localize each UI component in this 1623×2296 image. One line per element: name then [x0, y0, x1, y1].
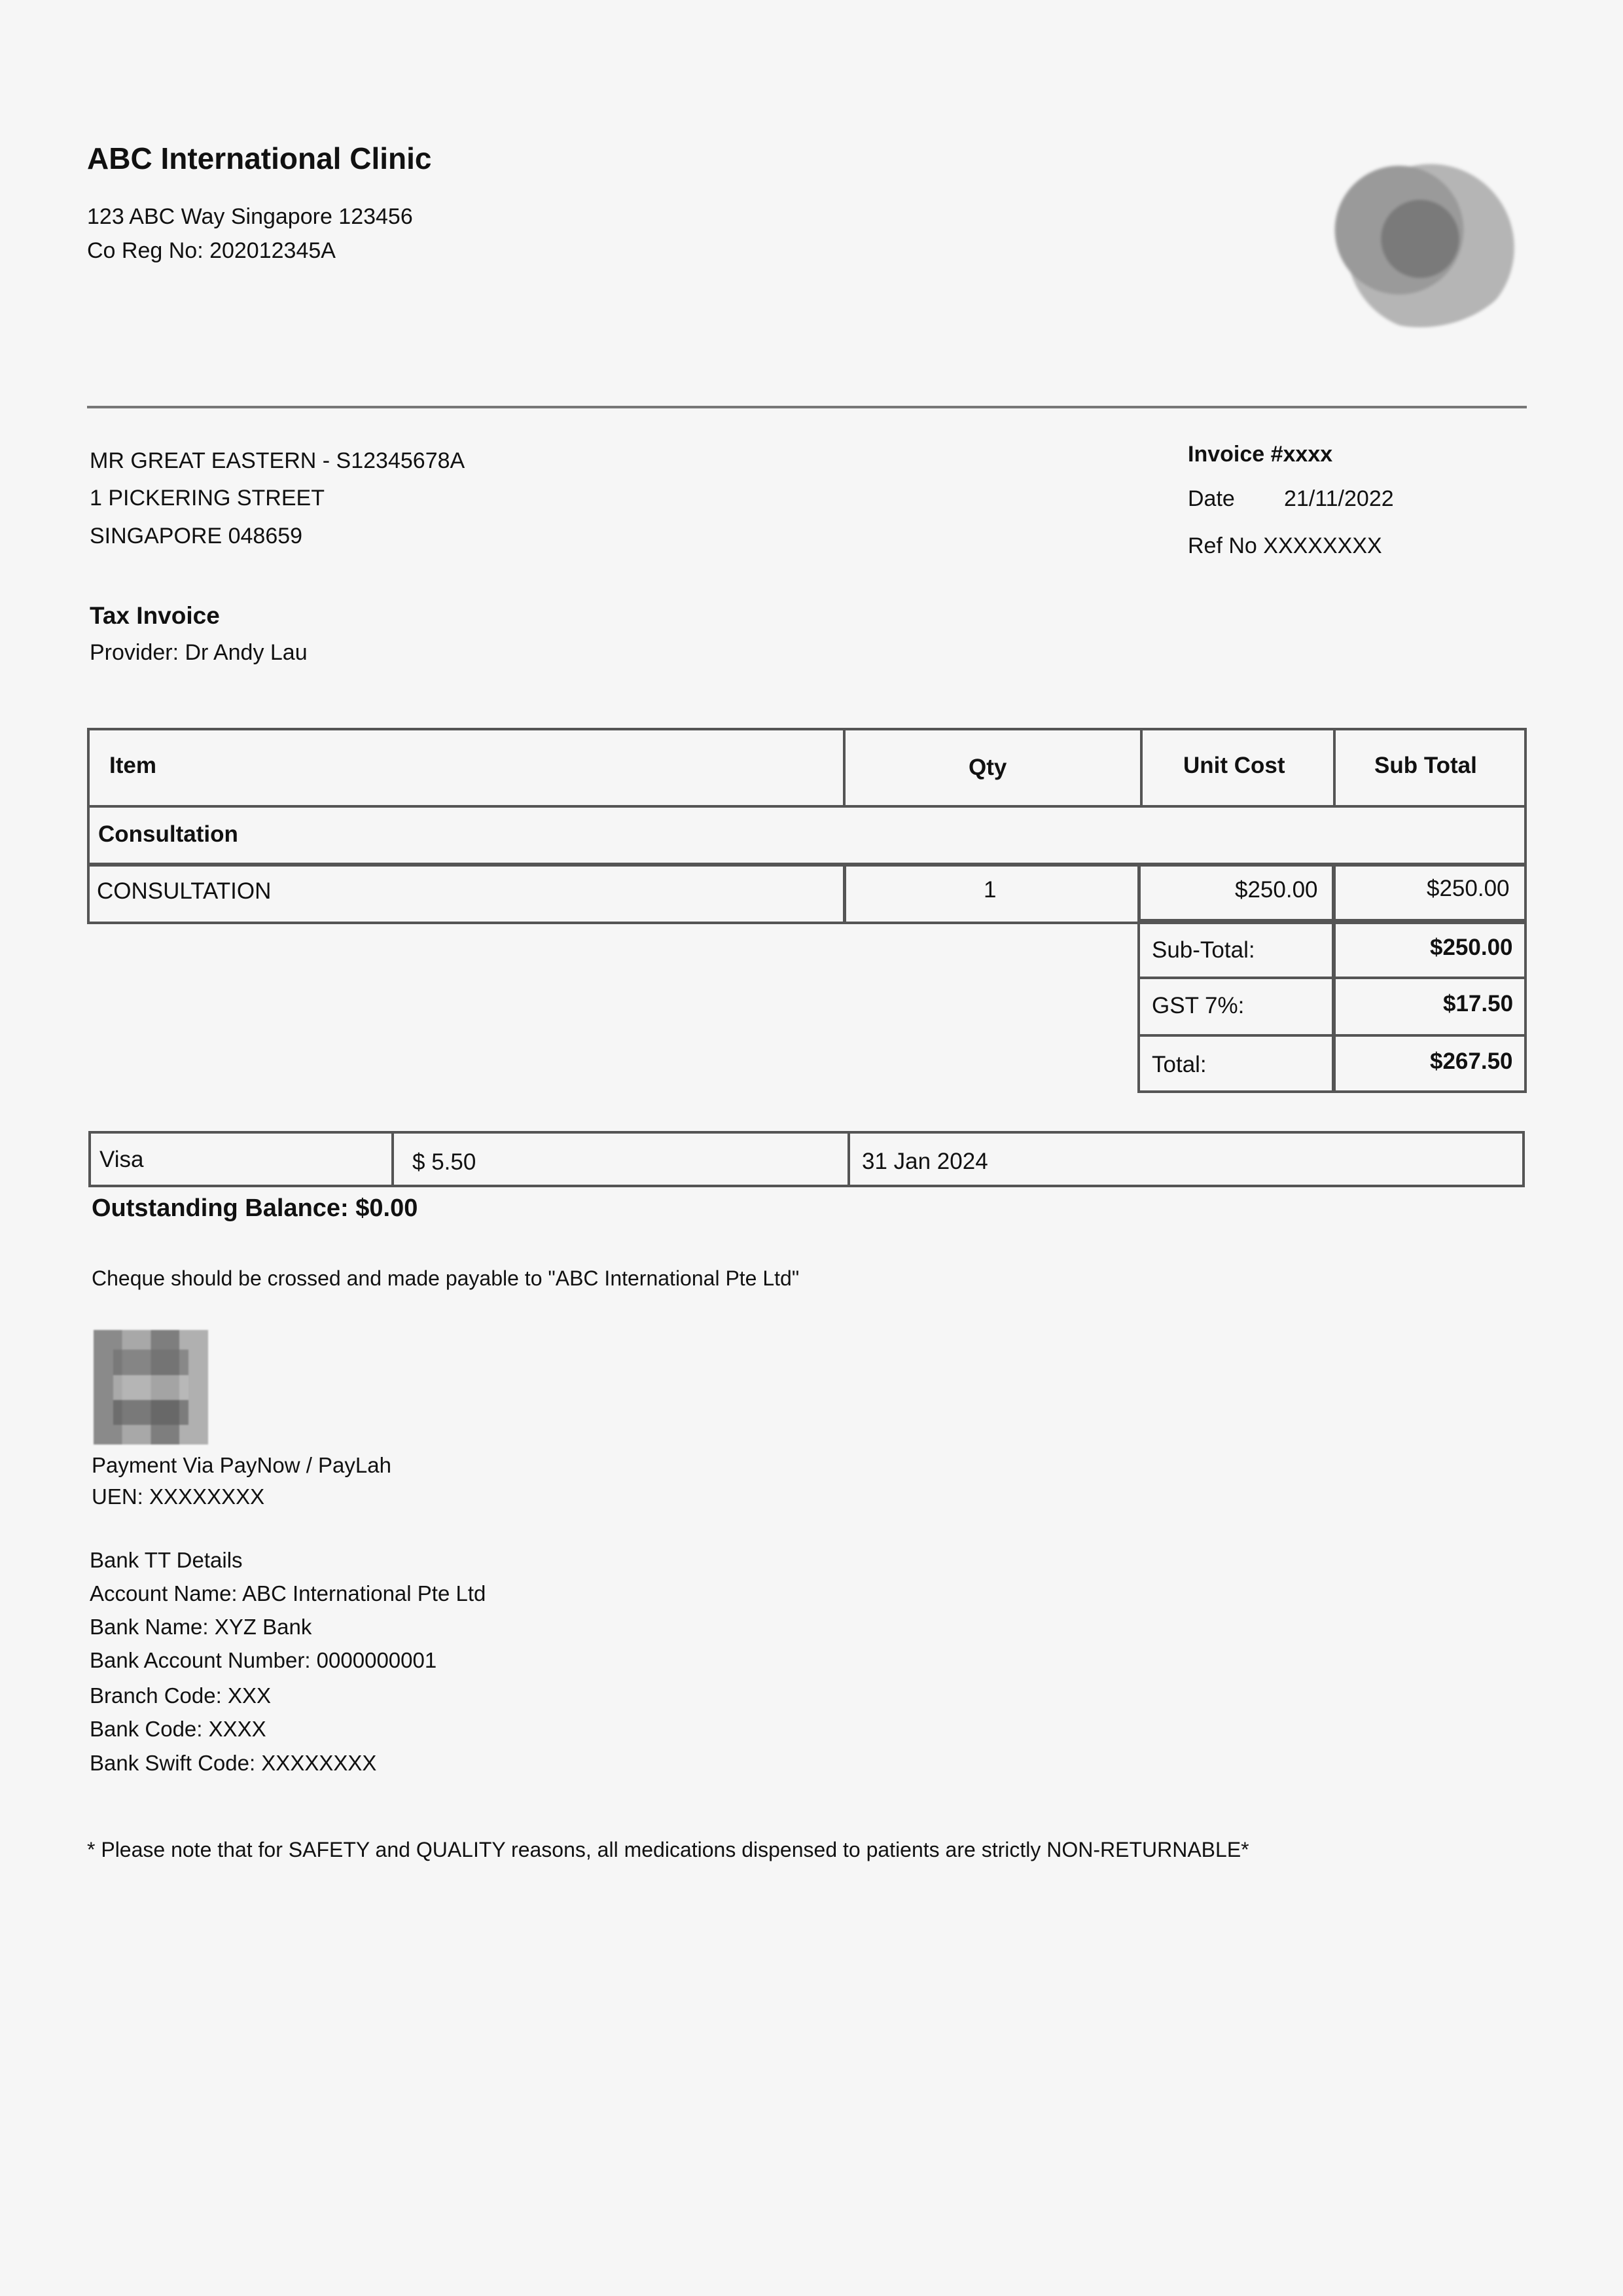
table-col-divider [1140, 728, 1143, 806]
section-consultation: Consultation [98, 821, 238, 847]
clinic-address: 123 ABC Way Singapore 123456 [87, 204, 413, 229]
table-col-divider [843, 728, 846, 806]
subtotal-value: $250.00 [1430, 935, 1513, 960]
bank-account-number: Bank Account Number: 0000000001 [90, 1648, 437, 1672]
total-value: $267.50 [1430, 1049, 1513, 1074]
row-qty: 1 [984, 877, 997, 903]
invoice-date-label: Date [1188, 486, 1235, 511]
patient-name: MR GREAT EASTERN - S12345678A [90, 448, 465, 473]
bank-branch-code: Branch Code: XXX [90, 1683, 271, 1708]
payment-amount: $ 5.50 [412, 1149, 476, 1175]
header-item: Item [109, 753, 156, 778]
subtotal-label: Sub-Total: [1152, 937, 1255, 963]
document-title: Tax Invoice [90, 602, 220, 629]
clinic-logo-image [1315, 151, 1525, 327]
payment-table [88, 1131, 1525, 1187]
cheque-note: Cheque should be crossed and made payable to "ABC International Pte Ltd" [92, 1266, 800, 1290]
payment-col-divider [847, 1131, 850, 1187]
row-item: CONSULTATION [97, 878, 272, 904]
paynow-qr-code [94, 1330, 208, 1444]
invoice-ref: Ref No XXXXXXXX [1188, 533, 1382, 558]
patient-city: SINGAPORE 048659 [90, 524, 303, 548]
total-label: Total: [1152, 1052, 1207, 1077]
footer-note: * Please note that for SAFETY and QUALITY reasons, all medications dispensed to patients are strictly NON-RETURNABLE* [87, 1838, 1249, 1861]
table-header-divider [87, 805, 1527, 808]
header-sub-total: Sub Total [1374, 753, 1477, 778]
bank-swift-code: Bank Swift Code: XXXXXXXX [90, 1751, 377, 1775]
payment-date: 31 Jan 2024 [862, 1149, 988, 1174]
invoice-number: Invoice #xxxx [1188, 442, 1333, 467]
outstanding-balance: Outstanding Balance: $0.00 [92, 1194, 418, 1222]
payment-col-divider [391, 1131, 394, 1187]
payment-method: Visa [99, 1147, 144, 1172]
paynow-uen: UEN: XXXXXXXX [92, 1484, 265, 1509]
bank-heading: Bank TT Details [90, 1548, 243, 1572]
row-sub-total: $250.00 [1427, 876, 1510, 901]
invoice-date-value: 21/11/2022 [1284, 486, 1394, 511]
bank-name: Bank Name: XYZ Bank [90, 1615, 312, 1639]
bank-code: Bank Code: XXXX [90, 1717, 266, 1741]
gst-label: GST 7%: [1152, 993, 1245, 1018]
clinic-name: ABC International Clinic [87, 141, 432, 175]
clinic-co-reg: Co Reg No: 202012345A [87, 238, 336, 263]
row-unit-cost: $250.00 [1235, 877, 1318, 903]
bank-account-name: Account Name: ABC International Pte Ltd [90, 1581, 486, 1605]
header-divider [87, 406, 1527, 408]
patient-street: 1 PICKERING STREET [90, 486, 325, 511]
paynow-label: Payment Via PayNow / PayLah [92, 1453, 391, 1477]
provider: Provider: Dr Andy Lau [90, 640, 308, 665]
table-col-divider [1333, 728, 1336, 806]
header-unit-cost: Unit Cost [1183, 753, 1285, 778]
header-qty: Qty [969, 755, 1007, 780]
gst-value: $17.50 [1443, 991, 1514, 1016]
